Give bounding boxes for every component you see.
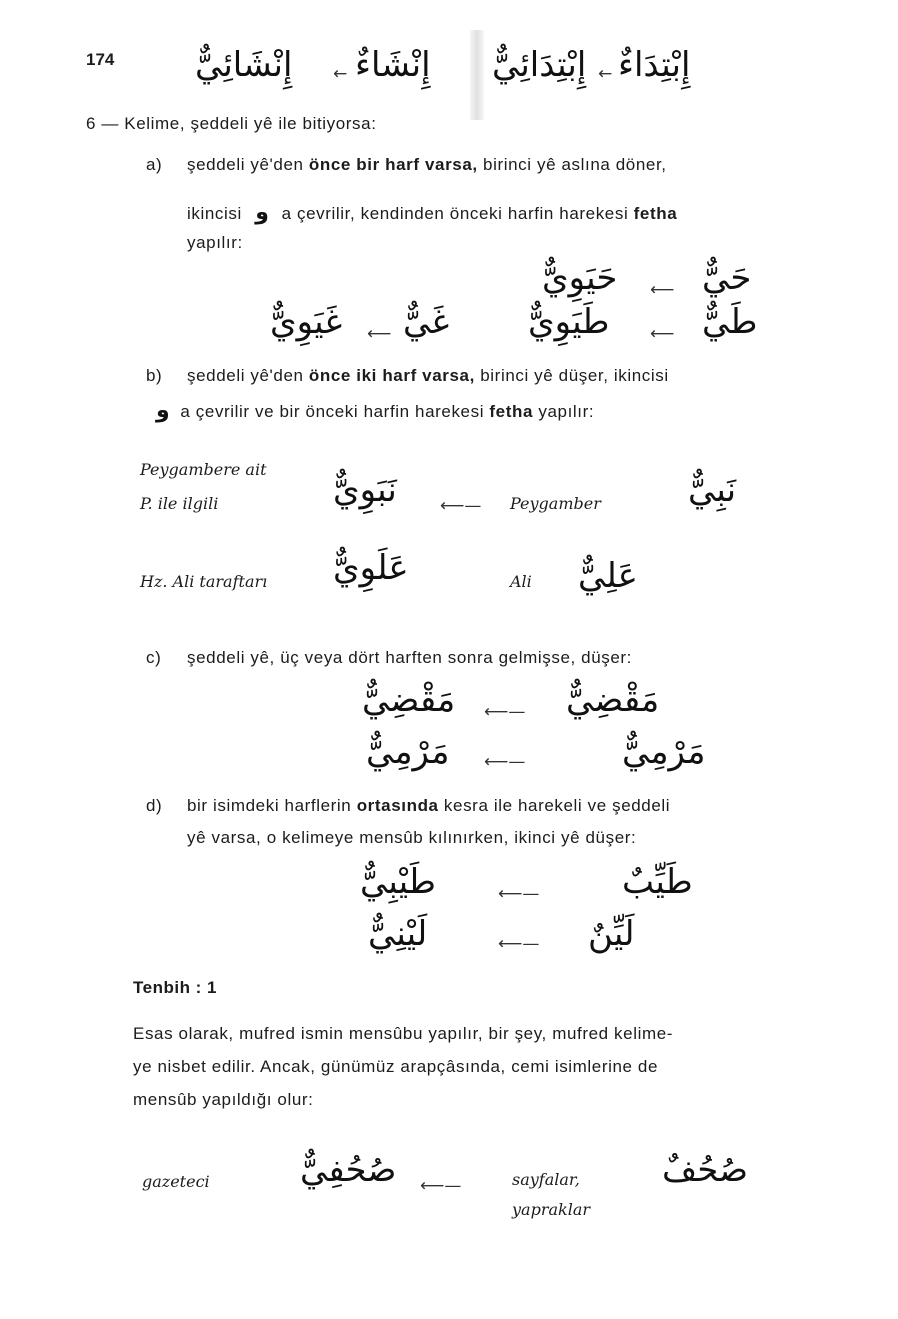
item-a-line-1-pre: şeddeli yê'den <box>187 155 309 174</box>
item-a-waw-letter: و <box>255 200 269 225</box>
tenbih-ex-result: صُحُفِيٌّ <box>300 1150 397 1190</box>
tenbih-line-3: mensûb yapıldığı olur: <box>133 1090 314 1109</box>
item-a-ex2-result: طَيَوِيٌّ <box>528 302 610 342</box>
item-c-ex1-arrow: ⟵— <box>484 702 526 722</box>
item-b-ex2-result: عَلَوِيٌّ <box>333 548 409 588</box>
tenbih-ex-gloss-1: sayfalar, <box>512 1170 580 1189</box>
section-6-heading: 6 — Kelime, şeddeli yê ile bitiyorsa: <box>86 114 377 133</box>
item-d-line-1-post: kesra ile harekeli ve şeddeli <box>438 796 671 815</box>
item-a-ex2-arrow: ⟵ <box>650 324 675 344</box>
item-b-ex2-source: عَلِيٌّ <box>578 556 638 596</box>
item-b-line-1 <box>187 366 669 386</box>
item-a-line-2-mid: a çevrilir, kendinden önceki harfin harekesi <box>276 204 634 223</box>
item-a-line-2-pre: ikincisi <box>187 204 248 223</box>
item-b-line-2-post: yapılır: <box>533 402 595 421</box>
item-d-ex1-arrow: ⟵— <box>498 884 540 904</box>
item-c-ex2-result: مَرْمِيٌّ <box>366 732 450 772</box>
item-b-waw-letter: و <box>156 398 170 423</box>
item-c-marker: c) <box>146 648 162 667</box>
item-b-line-1-pre: şeddeli yê'den <box>187 366 309 385</box>
item-b-ex1-source: نَبِيٌّ <box>688 470 737 510</box>
item-d-line-1 <box>187 796 670 816</box>
item-a-line-1-bold: önce bir harf varsa, <box>308 155 478 174</box>
item-b-label-1: Peygambere ait <box>140 460 267 479</box>
header-word-1: إِنْشَائِيٌّ <box>195 45 293 85</box>
item-b-line-1-post: birinci yê düşer, ikincisi <box>474 366 669 385</box>
item-d-line-1-pre: bir isimdeki harflerin <box>187 796 357 815</box>
item-d-ex1-result: طَيْبِيٌّ <box>360 862 436 902</box>
item-b-ex2-gloss: Ali <box>510 572 532 591</box>
item-b-line-2-pre: a çevrilir ve bir önceki harfin harekesi <box>175 402 490 421</box>
tenbih-ex-source: صُحُفٌ <box>662 1150 749 1190</box>
item-b-ex1-gloss: Peygamber <box>510 494 601 513</box>
tenbih-heading: Tenbih : 1 <box>133 978 218 997</box>
header-word-2: إِنْشَاءٌ <box>355 45 431 85</box>
header-arrow-2: ← <box>598 64 613 84</box>
item-b-marker: b) <box>146 366 163 385</box>
tenbih-ex-label: gazeteci <box>142 1172 210 1191</box>
item-b-line-1-bold: önce iki harf varsa, <box>308 366 475 385</box>
item-a-line-3: yapılır: <box>187 233 243 252</box>
item-d-ex2-arrow: ⟵— <box>498 934 540 954</box>
item-c-ex1-source: مَقْضِيٌّ <box>566 680 660 720</box>
item-d-ex2-source: لَيِّنٌ <box>588 914 635 954</box>
item-b-label-2: P. ile ilgili <box>140 494 219 513</box>
item-b-label-3: Hz. Ali taraftarı <box>140 572 268 591</box>
item-b-ex1-arrow: ⟵— <box>440 496 482 516</box>
item-d-marker: d) <box>146 796 163 815</box>
item-a-line-2-bold: fetha <box>633 204 678 223</box>
item-a-ex1-result: حَيَوِيٌّ <box>542 258 618 298</box>
tenbih-ex-gloss-2: yapraklar <box>512 1200 591 1219</box>
item-a-line-2 <box>187 200 677 225</box>
item-c-text: şeddeli yê, üç veya dört harften sonra gelmişse, düşer: <box>187 648 632 667</box>
page-number: 174 <box>86 50 115 69</box>
item-c-ex2-arrow: ⟵— <box>484 752 526 772</box>
tenbih-ex-arrow: ⟵— <box>420 1176 462 1196</box>
item-d-ex1-source: طَيِّبٌ <box>622 862 693 902</box>
header-word-3: إِبْتِدَائِيٌّ <box>492 45 587 85</box>
item-c-ex2-source: مَرْمِيٌّ <box>622 732 706 772</box>
item-a-ex1-source: حَيٌّ <box>702 258 752 298</box>
tenbih-line-2: ye nisbet edilir. Ancak, günümüz arapçâsında, cemi isimlerine de <box>133 1057 659 1076</box>
item-b-line-2 <box>156 398 594 423</box>
item-a-ex2-source: طَيٌّ <box>702 302 758 342</box>
item-d-ex2-result: لَيْنِيٌّ <box>368 914 428 954</box>
item-d-line-2: yê varsa, o kelimeye mensûb kılınırken, ikinci yê düşer: <box>187 828 637 847</box>
item-a-ex3-source: غَيٌّ <box>403 302 450 342</box>
item-b-line-2-bold: fetha <box>489 402 534 421</box>
item-a-line-1 <box>187 155 667 175</box>
item-a-marker: a) <box>146 155 163 174</box>
tenbih-line-1: Esas olarak, mufred ismin mensûbu yapılır, bir şey, mufred kelime- <box>133 1024 674 1043</box>
item-a-ex1-arrow: ⟵ <box>650 280 675 300</box>
header-arrow-1: ← <box>333 64 348 84</box>
header-word-4: إِبْتِدَاءٌ <box>618 45 691 85</box>
item-a-ex3-arrow: ⟵ <box>367 324 392 344</box>
item-c-ex1-result: مَقْضِيٌّ <box>362 680 456 720</box>
item-d-line-1-bold: ortasında <box>356 796 439 815</box>
scan-shade <box>470 30 484 120</box>
item-b-ex1-result: نَبَوِيٌّ <box>333 470 397 510</box>
item-a-ex3-result: غَيَوِيٌّ <box>270 302 343 342</box>
item-a-line-1-post: birinci yê aslına döner, <box>477 155 667 174</box>
